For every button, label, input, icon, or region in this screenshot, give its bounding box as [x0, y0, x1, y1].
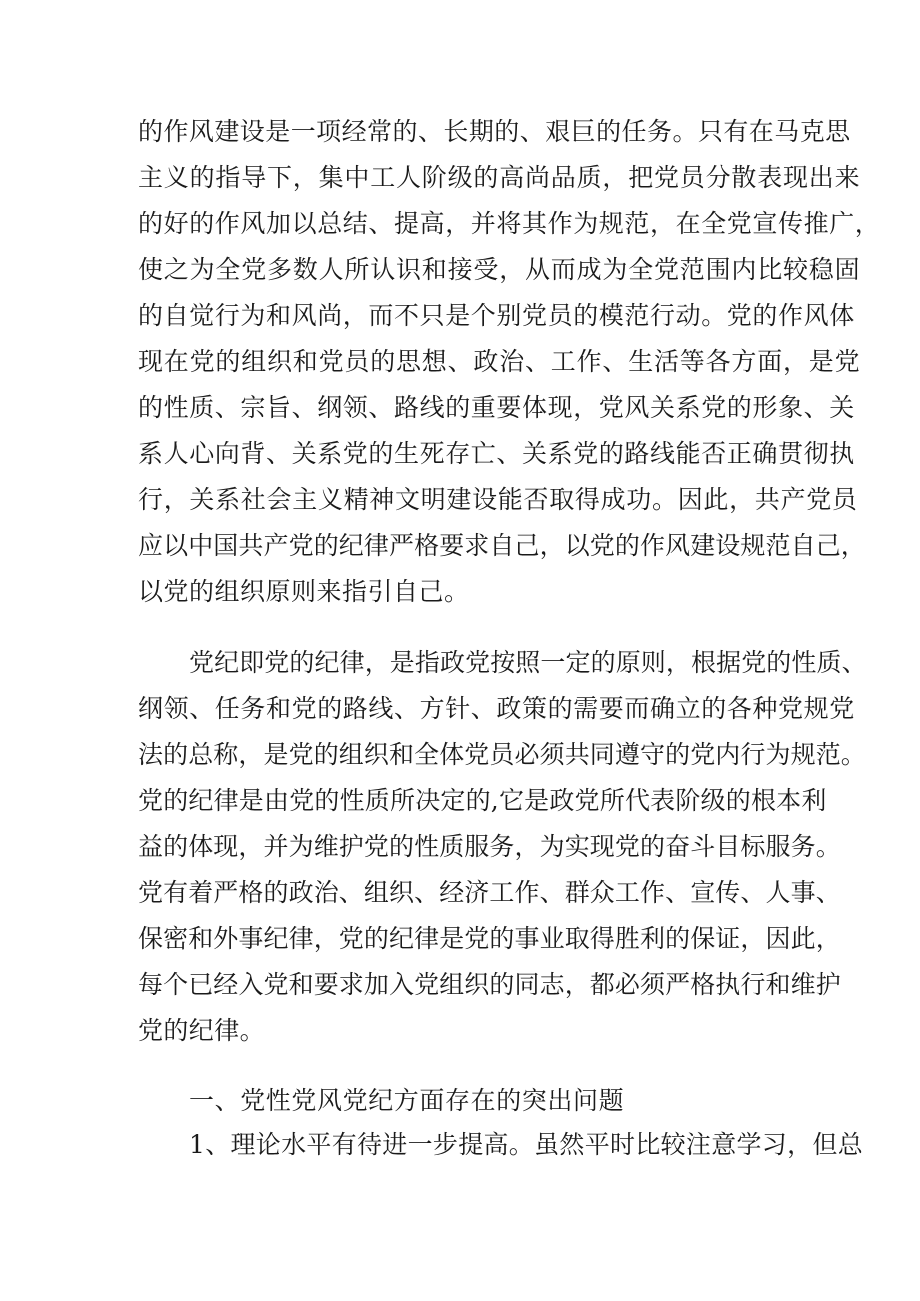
text-line: 的自觉行为和风尚，而不只是个别党员的模范行动。党的作风体	[138, 301, 855, 330]
text-line: 法的总称，是党的组织和全体党员必须共同遵守的党内行为规范。	[138, 740, 866, 769]
text-line: 以党的组织原则来指引自己。	[138, 577, 470, 606]
text-line: 应以中国共产党的纪律严格要求自己，以党的作风建设规范自己，	[138, 531, 866, 560]
text-line: 1、理论水平有待进一步提高。虽然平时比较注意学习，但总	[189, 1130, 864, 1159]
paragraph-party-style	[138, 109, 881, 615]
text-line: 的性质、宗旨、纲领、路线的重要体现，党风关系党的形象、关	[138, 393, 855, 422]
text-line: 每个已经入党和要求加入党组织的同志，都必须严格执行和维护	[138, 970, 841, 999]
text-line: 使之为全党多数人所认识和接受，从而成为全党范围内比较稳固	[138, 255, 861, 284]
text-line: 党有着严格的政治、组织、经济工作、群众工作、宣传、人事、	[138, 878, 841, 907]
text-line: 现在党的组织和党员的思想、政治、工作、生活等各方面，是党	[138, 347, 861, 376]
text-line: 系人心向背、关系党的生死存亡、关系党的路线能否正确贯彻执	[138, 439, 855, 468]
text-line: 党的纪律。	[138, 1016, 266, 1045]
text-line: 党纪即党的纪律，是指政党按照一定的原则，根据党的性质、	[189, 648, 867, 677]
paragraph-party-discipline	[138, 640, 867, 1054]
text-line: 益的体现，并为维护党的性质服务，为实现党的奋斗目标服务。	[138, 832, 841, 861]
text-line: 党的纪律是由党的性质所决定的,它是政党所代表阶级的根本利	[138, 786, 827, 815]
text-line: 的作风建设是一项经常的、长期的、艰巨的任务。只有在马克思	[138, 117, 851, 146]
section-heading	[138, 1078, 798, 1124]
text-line: 纲领、任务和党的路线、方针、政策的需要而确立的各种党规党	[138, 694, 855, 723]
paragraph-item-1	[138, 1122, 864, 1168]
text-line: 行，关系社会主义精神文明建设能否取得成功。因此，共产党员	[138, 485, 858, 514]
text-line: 的好的作风加以总结、提高，并将其作为规范，在全党宣传推广，	[138, 209, 881, 238]
text-line: 主义的指导下，集中工人阶级的高尚品质，把党员分散表现出来	[138, 163, 861, 192]
text-line: 保密和外事纪律，党的纪律是党的事业取得胜利的保证，因此，	[138, 924, 841, 953]
heading-text: 一、党性党风党纪方面存在的突出问题	[189, 1086, 625, 1115]
